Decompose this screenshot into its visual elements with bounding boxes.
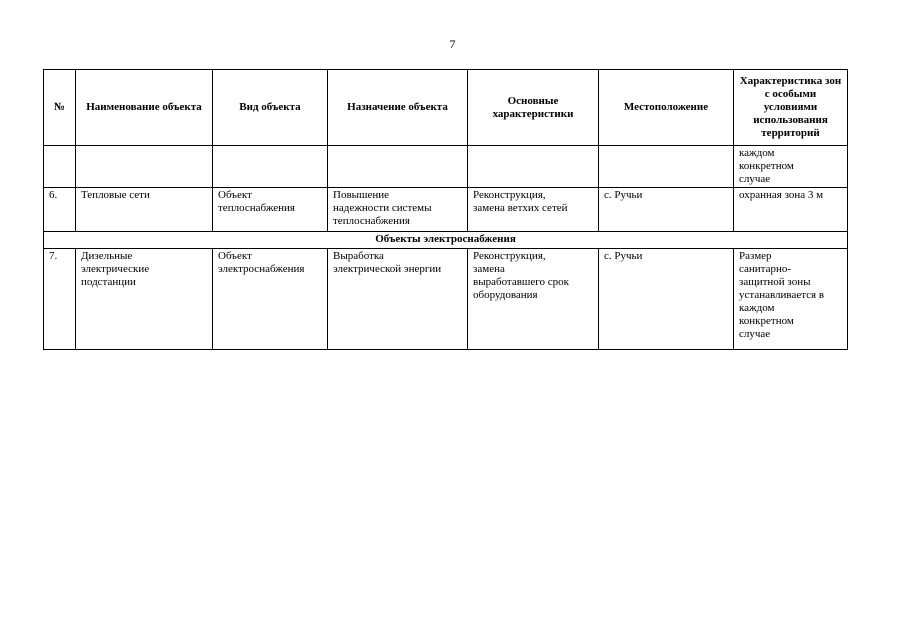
cell-type: [213, 249, 328, 350]
section-title: Объекты электроснабжения: [44, 232, 848, 249]
cell-zone: [734, 249, 848, 350]
header-characteristics: Основные характеристики: [468, 70, 599, 146]
cell-type-text: Объект теплоснабжения: [218, 189, 295, 214]
cell-purpose: [328, 249, 468, 350]
cell-num-text: 6.: [49, 189, 58, 201]
cell-type-text: Объект электроснабжения: [218, 250, 305, 275]
objects-table: [43, 69, 848, 350]
cell-location-text: с. Ручьи: [604, 250, 643, 262]
cell-zone: [734, 188, 848, 232]
cell-location-text: с. Ручьи: [604, 189, 643, 201]
cell-characteristics-text: Реконструкция, замена выработавшего срок оборудования: [473, 250, 570, 301]
cell-empty: [468, 146, 599, 188]
table-row-continuation: [44, 146, 848, 188]
table-row-7: [44, 249, 848, 350]
cell-characteristics: [468, 249, 599, 350]
cell-name-text: Дизельные электрические подстанции: [81, 250, 150, 288]
cell-zone: [734, 146, 848, 188]
cell-num-text: 7.: [49, 250, 58, 262]
cell-empty: [76, 146, 213, 188]
header-zone: Характеристика зон с особыми условиями использования территорий: [734, 70, 848, 146]
cell-purpose-text: Выработка электрической энергии: [333, 250, 442, 275]
cell-num: [44, 188, 76, 232]
cell-empty: [213, 146, 328, 188]
header-type: Вид объекта: [213, 70, 328, 146]
cell-type: [213, 188, 328, 232]
cell-num: [44, 249, 76, 350]
cell-zone-text: каждом конкретном случае: [739, 147, 794, 185]
cell-location: [599, 249, 734, 350]
cell-zone-text: охранная зона 3 м: [739, 189, 824, 201]
header-num: №: [44, 70, 76, 146]
header-purpose: Назначение объекта: [328, 70, 468, 146]
header-location: Местоположение: [599, 70, 734, 146]
cell-empty: [44, 146, 76, 188]
cell-purpose-text: Повышение надежности системы теплоснабжения: [333, 189, 432, 227]
cell-name-text: Тепловые сети: [81, 189, 150, 201]
page-number: 7: [449, 37, 456, 51]
cell-name: [76, 249, 213, 350]
cell-characteristics-text: Реконструкция, замена ветхих сетей: [473, 189, 568, 214]
cell-zone-text: Размер санитарно- защитной зоны устанавливается в каждом конкретном случае: [739, 250, 825, 340]
cell-purpose: [328, 188, 468, 232]
section-row: [44, 232, 848, 249]
cell-name: [76, 188, 213, 232]
table-row-6: [44, 188, 848, 232]
header-name: Наименование объекта: [76, 70, 213, 146]
cell-location: [599, 188, 734, 232]
cell-empty: [599, 146, 734, 188]
table-header-row: [44, 70, 848, 146]
cell-characteristics: [468, 188, 599, 232]
cell-empty: [328, 146, 468, 188]
